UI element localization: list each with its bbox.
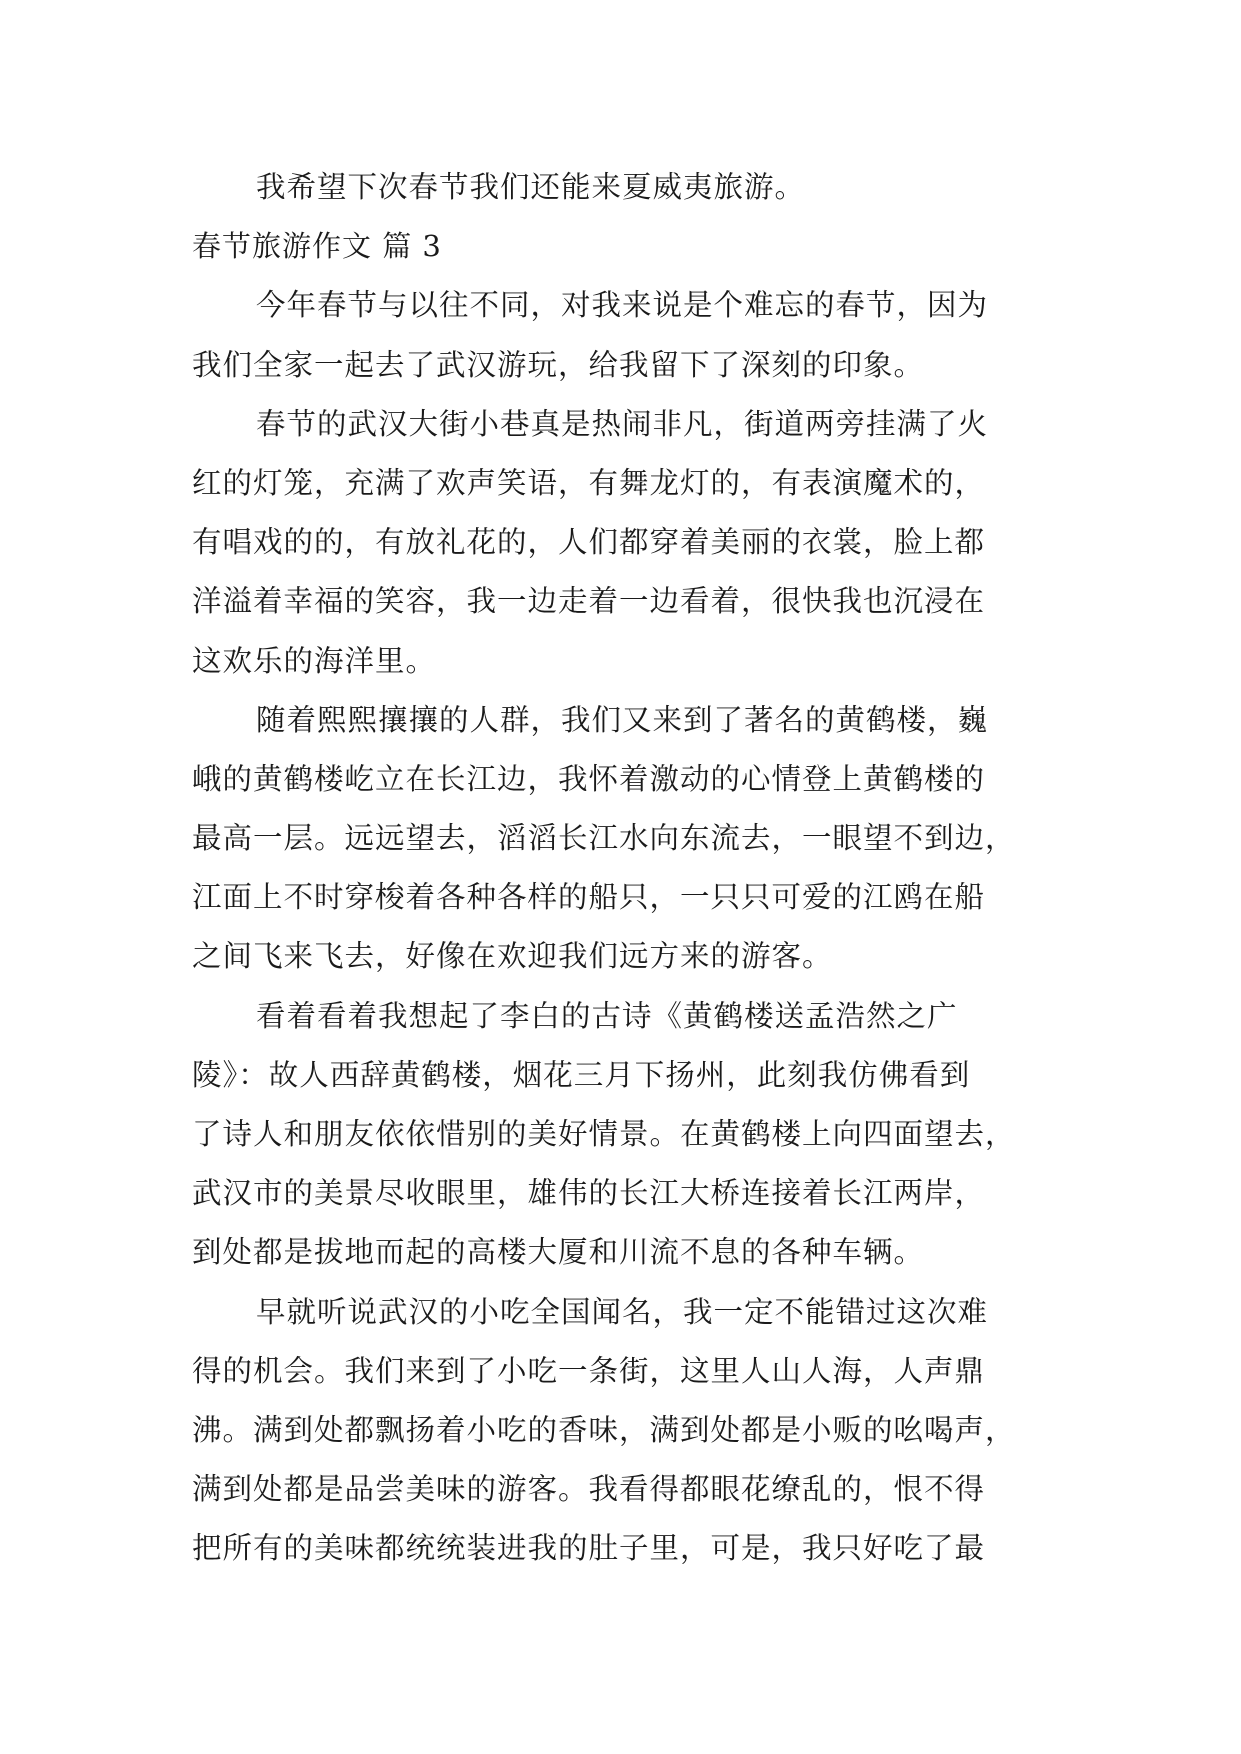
paragraph-2 — [192, 395, 1052, 691]
paragraph-line: 今年春节与以往不同，对我来说是个难忘的春节，因为 — [256, 288, 989, 323]
paragraph-line: 到处都是拔地而起的高楼大厦和川流不息的各种车辆。 — [192, 1235, 925, 1270]
paragraph-line: 红的灯笼，充满了欢声笑语，有舞龙灯的，有表演魔术的， — [192, 465, 986, 500]
paragraph-line: 武汉市的美景尽收眼里，雄伟的长江大桥连接着长江两岸， — [192, 1176, 986, 1211]
document-body — [192, 158, 1052, 1579]
paragraph-4 — [192, 987, 1052, 1283]
paragraph-line: 春节的武汉大街小巷真是热闹非凡，街道两旁挂满了火 — [256, 406, 989, 441]
paragraph-3 — [192, 691, 1052, 987]
paragraph-line: 随着熙熙攘攘的人群，我们又来到了著名的黄鹤楼，巍 — [256, 702, 989, 737]
paragraph-5 — [192, 1283, 1052, 1579]
paragraph-line: 把所有的美味都统统装进我的肚子里，可是，我只好吃了最 — [192, 1531, 986, 1566]
paragraph-line: 满到处都是品尝美味的游客。我看得都眼花缭乱的，恨不得 — [192, 1472, 986, 1507]
paragraph-line: 之间飞来飞去，好像在欢迎我们远方来的游客。 — [192, 939, 833, 974]
paragraph-line: 早就听说武汉的小吃全国闻名，我一定不能错过这次难 — [256, 1294, 989, 1329]
paragraph-line: 看着看着我想起了李白的古诗《黄鹤楼送孟浩然之广 — [256, 998, 958, 1033]
paragraph-line: 陵》：故人西辞黄鹤楼，烟花三月下扬州，此刻我仿佛看到 — [192, 1057, 971, 1092]
paragraph-line: 沸。满到处都飘扬着小吃的香味，满到处都是小贩的吆喝声， — [192, 1412, 1016, 1447]
paragraph-line: 最高一层。远远望去，滔滔长江水向东流去，一眼望不到边， — [192, 821, 1016, 856]
paragraph-line: 江面上不时穿梭着各种各样的船只，一只只可爱的江鸥在船 — [192, 880, 986, 915]
paragraph-line: 了诗人和朋友依依惜别的美好情景。在黄鹤楼上向四面望去， — [192, 1117, 1016, 1151]
section-heading: 春节旅游作文 篇 3 — [192, 229, 442, 264]
paragraph-1 — [192, 276, 1052, 394]
paragraph-line: 有唱戏的的，有放礼花的，人们都穿着美丽的衣裳，脸上都 — [192, 525, 986, 560]
opening-line: 我希望下次春节我们还能来夏威夷旅游。 — [256, 170, 806, 204]
paragraph-line: 峨的黄鹤楼屹立在长江边，我怀着激动的心情登上黄鹤楼的 — [192, 761, 986, 796]
paragraph-line: 这欢乐的海洋里。 — [192, 643, 437, 678]
paragraph-line: 我们全家一起去了武汉游玩，给我留下了深刻的印象。 — [192, 347, 925, 382]
paragraph-line: 洋溢着幸福的笑容，我一边走着一边看着，很快我也沉浸在 — [192, 584, 986, 619]
paragraph-line: 得的机会。我们来到了小吃一条街，这里人山人海，人声鼎 — [192, 1353, 986, 1388]
